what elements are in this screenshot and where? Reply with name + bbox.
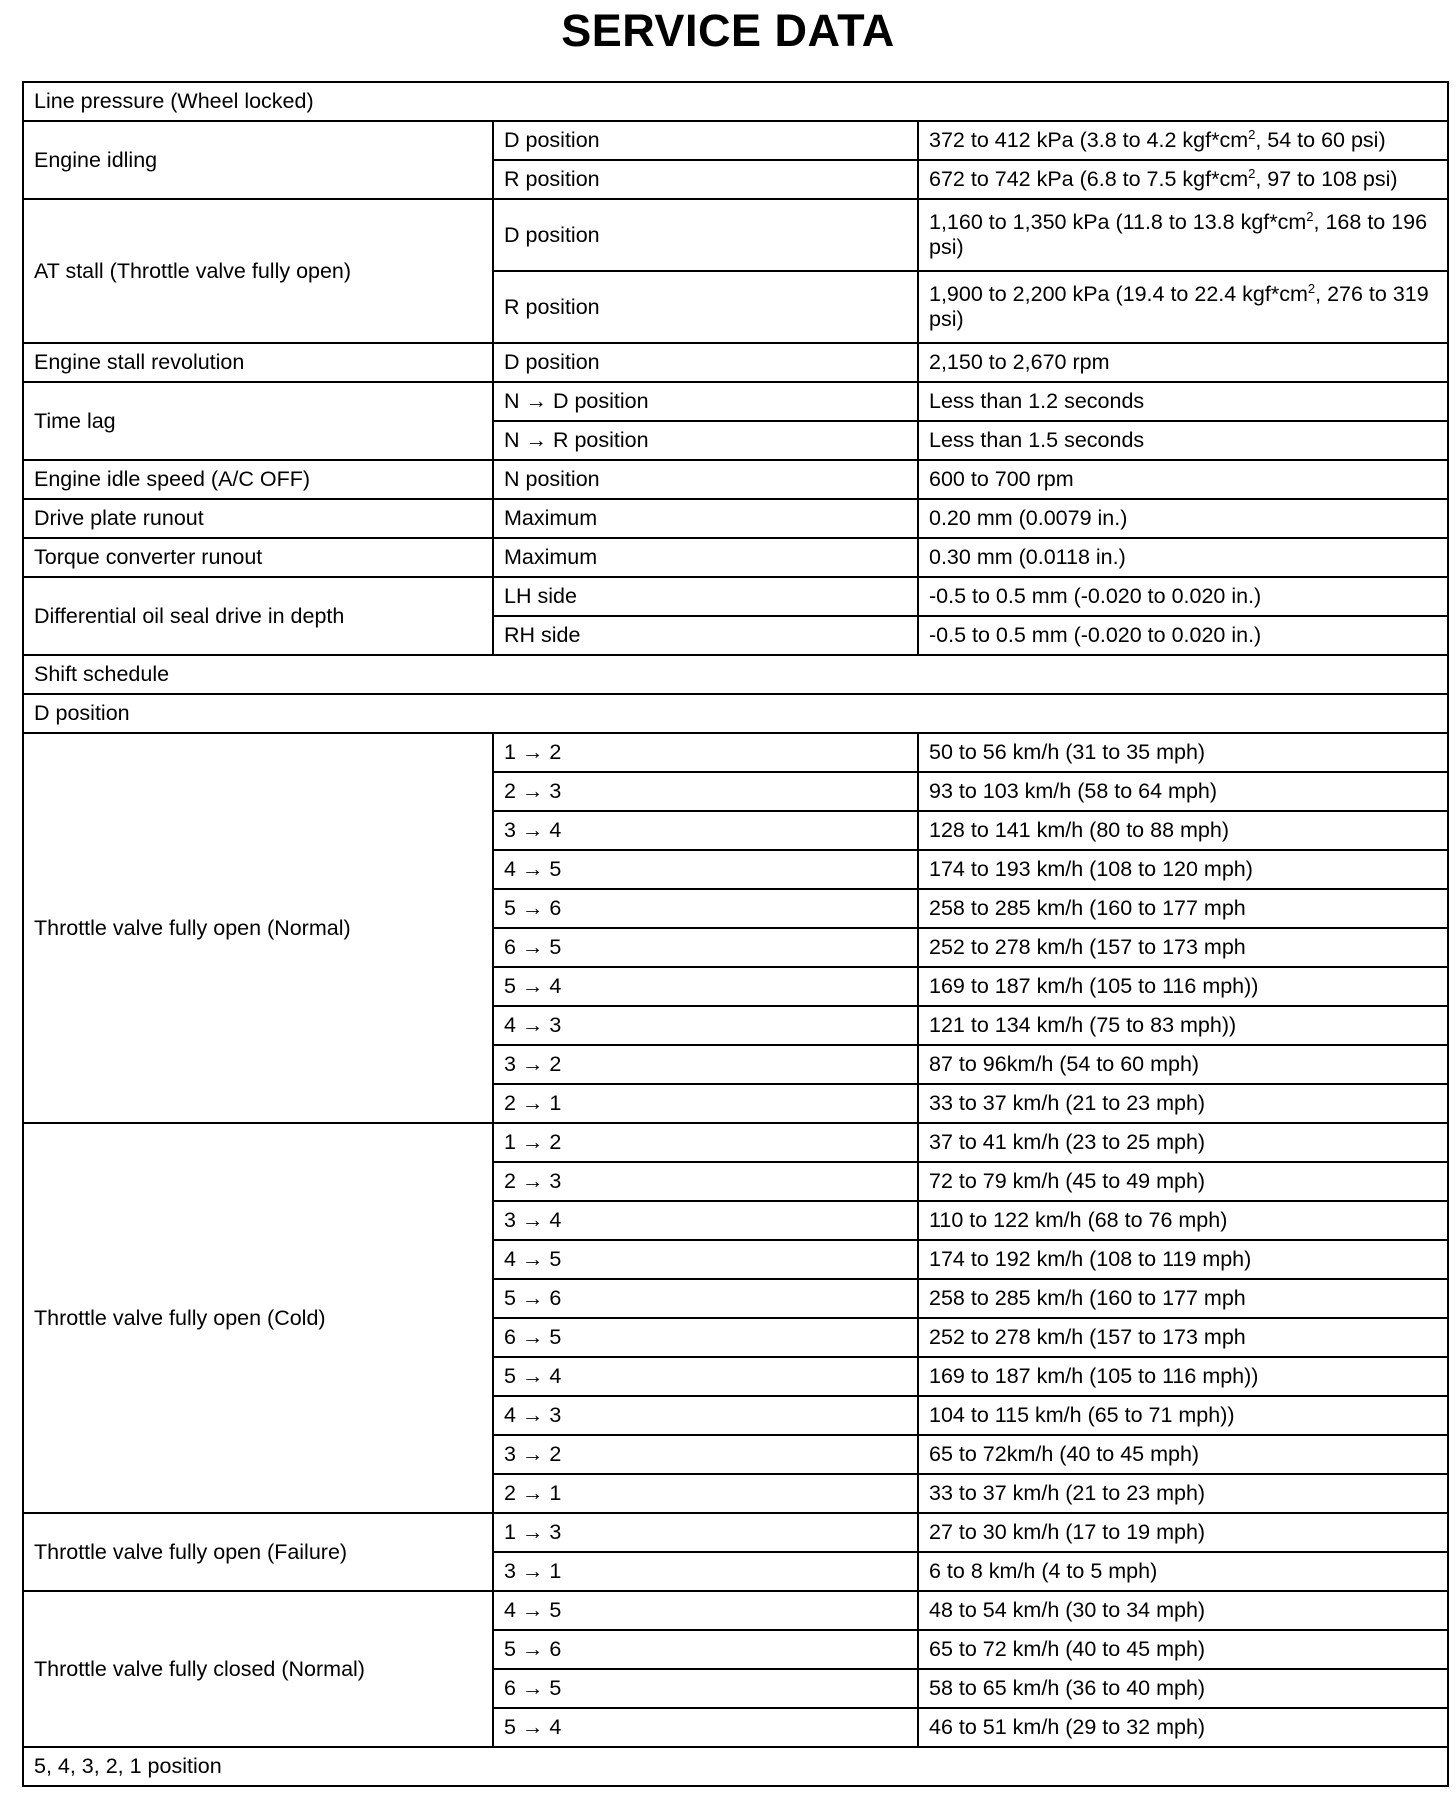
table-cell: Time lag xyxy=(23,382,493,460)
table-cell: 72 to 79 km/h (45 to 49 mph) xyxy=(918,1162,1448,1201)
table-cell: RH side xyxy=(493,616,918,655)
table-cell: 4 → 5 xyxy=(493,1240,918,1279)
table-cell: 2 → 3 xyxy=(493,772,918,811)
table-cell: AT stall (Throttle valve fully open) xyxy=(23,199,493,343)
table-cell: 4 → 3 xyxy=(493,1006,918,1045)
table-cell: Less than 1.5 seconds xyxy=(918,421,1448,460)
table-cell: 2,150 to 2,670 rpm xyxy=(918,343,1448,382)
table-cell: 1 → 2 xyxy=(493,733,918,772)
table-row xyxy=(23,121,1448,160)
table-cell: 2 → 1 xyxy=(493,1084,918,1123)
table-cell: 2 → 1 xyxy=(493,1474,918,1513)
table-row xyxy=(23,733,1448,772)
table-row xyxy=(23,694,1448,733)
table-cell: D position xyxy=(493,199,918,271)
table-cell: 27 to 30 km/h (17 to 19 mph) xyxy=(918,1513,1448,1552)
table-cell: Engine idling xyxy=(23,121,493,199)
table-row xyxy=(23,460,1448,499)
table-row xyxy=(23,1591,1448,1630)
page-title: SERVICE DATA xyxy=(561,5,895,56)
table-cell: 3 → 2 xyxy=(493,1435,918,1474)
table-cell: 1 → 3 xyxy=(493,1513,918,1552)
table-row xyxy=(23,655,1448,694)
table-cell: 258 to 285 km/h (160 to 177 mph xyxy=(918,1279,1448,1318)
table-cell: 5, 4, 3, 2, 1 position xyxy=(23,1747,1448,1786)
table-cell: 5 → 6 xyxy=(493,1279,918,1318)
table-cell: Maximum xyxy=(493,538,918,577)
table-cell: 600 to 700 rpm xyxy=(918,460,1448,499)
table-cell: 5 → 4 xyxy=(493,967,918,1006)
table-row xyxy=(23,343,1448,382)
table-cell: 1,160 to 1,350 kPa (11.8 to 13.8 $kgf*cm^2$, 168 to 196 psi) xyxy=(918,199,1448,271)
table-cell: Line pressure (Wheel locked) xyxy=(23,82,1448,121)
table-cell: 48 to 54 km/h (30 to 34 mph) xyxy=(918,1591,1448,1630)
service-data-table-body xyxy=(23,82,1448,1786)
table-cell: Less than 1.2 seconds xyxy=(918,382,1448,421)
table-cell: 0.20 mm (0.0079 in.) xyxy=(918,499,1448,538)
table-cell: D position xyxy=(23,694,1448,733)
table-cell: 65 to 72km/h (40 to 45 mph) xyxy=(918,1435,1448,1474)
table-cell: 121 to 134 km/h (75 to 83 mph)) xyxy=(918,1006,1448,1045)
table-cell: 128 to 141 km/h (80 to 88 mph) xyxy=(918,811,1448,850)
table-cell: -0.5 to 0.5 mm (-0.020 to 0.020 in.) xyxy=(918,577,1448,616)
table-cell: 87 to 96km/h (54 to 60 mph) xyxy=(918,1045,1448,1084)
table-cell: 6 to 8 km/h (4 to 5 mph) xyxy=(918,1552,1448,1591)
table-cell: 6 → 5 xyxy=(493,1669,918,1708)
table-cell: 169 to 187 km/h (105 to 116 mph)) xyxy=(918,967,1448,1006)
table-cell: 33 to 37 km/h (21 to 23 mph) xyxy=(918,1084,1448,1123)
table-cell: D position xyxy=(493,343,918,382)
table-cell: 3 → 1 xyxy=(493,1552,918,1591)
table-row xyxy=(23,1123,1448,1162)
table-cell: Torque converter runout xyxy=(23,538,493,577)
table-cell: Throttle valve fully closed (Normal) xyxy=(23,1591,493,1747)
table-cell: 50 to 56 km/h (31 to 35 mph) xyxy=(918,733,1448,772)
table-cell: Throttle valve fully open (Cold) xyxy=(23,1123,493,1513)
table-cell: Maximum xyxy=(493,499,918,538)
table-cell: 6 → 5 xyxy=(493,928,918,967)
table-cell: 0.30 mm (0.0118 in.) xyxy=(918,538,1448,577)
table-cell: Differential oil seal drive in depth xyxy=(23,577,493,655)
table-cell: 65 to 72 km/h (40 to 45 mph) xyxy=(918,1630,1448,1669)
table-cell: 4 → 3 xyxy=(493,1396,918,1435)
table-cell: 3 → 4 xyxy=(493,811,918,850)
service-data-table xyxy=(22,81,1449,1787)
table-cell: N position xyxy=(493,460,918,499)
table-cell: Shift schedule xyxy=(23,655,1448,694)
table-cell: Drive plate runout xyxy=(23,499,493,538)
table-cell: R position xyxy=(493,160,918,199)
table-row xyxy=(23,382,1448,421)
table-cell: 5 → 4 xyxy=(493,1708,918,1747)
table-cell: Engine idle speed (A/C OFF) xyxy=(23,460,493,499)
table-cell: 110 to 122 km/h (68 to 76 mph) xyxy=(918,1201,1448,1240)
table-cell: 2 → 3 xyxy=(493,1162,918,1201)
table-cell: 37 to 41 km/h (23 to 25 mph) xyxy=(918,1123,1448,1162)
table-cell: Throttle valve fully open (Normal) xyxy=(23,733,493,1123)
table-cell: Throttle valve fully open (Failure) xyxy=(23,1513,493,1591)
table-cell: 33 to 37 km/h (21 to 23 mph) xyxy=(918,1474,1448,1513)
table-cell: 258 to 285 km/h (160 to 177 mph xyxy=(918,889,1448,928)
table-cell: 5 → 6 xyxy=(493,889,918,928)
table-cell: 1 → 2 xyxy=(493,1123,918,1162)
table-cell: -0.5 to 0.5 mm (-0.020 to 0.020 in.) xyxy=(918,616,1448,655)
table-row xyxy=(23,1747,1448,1786)
table-row xyxy=(23,499,1448,538)
table-cell: N → R position xyxy=(493,421,918,460)
table-cell: LH side xyxy=(493,577,918,616)
table-cell: 174 to 193 km/h (108 to 120 mph) xyxy=(918,850,1448,889)
table-cell: R position xyxy=(493,271,918,343)
table-cell: 5 → 4 xyxy=(493,1357,918,1396)
table-cell: 5 → 6 xyxy=(493,1630,918,1669)
table-cell: 3 → 4 xyxy=(493,1201,918,1240)
table-cell: 6 → 5 xyxy=(493,1318,918,1357)
table-cell: 372 to 412 kPa (3.8 to 4.2 $kgf*cm^2$, 54 to 60 psi) xyxy=(918,121,1448,160)
table-cell: 672 to 742 kPa (6.8 to 7.5 $kgf*cm^2$, 97 to 108 psi) xyxy=(918,160,1448,199)
table-cell: D position xyxy=(493,121,918,160)
table-row xyxy=(23,577,1448,616)
table-cell: 104 to 115 km/h (65 to 71 mph)) xyxy=(918,1396,1448,1435)
table-cell: 46 to 51 km/h (29 to 32 mph) xyxy=(918,1708,1448,1747)
table-cell: 174 to 192 km/h (108 to 119 mph) xyxy=(918,1240,1448,1279)
table-cell: 3 → 2 xyxy=(493,1045,918,1084)
table-cell: 4 → 5 xyxy=(493,850,918,889)
table-row xyxy=(23,1513,1448,1552)
table-cell: 252 to 278 km/h (157 to 173 mph xyxy=(918,928,1448,967)
table-cell: 58 to 65 km/h (36 to 40 mph) xyxy=(918,1669,1448,1708)
table-row xyxy=(23,538,1448,577)
table-cell: 4 → 5 xyxy=(493,1591,918,1630)
table-cell: 169 to 187 km/h (105 to 116 mph)) xyxy=(918,1357,1448,1396)
table-cell: Engine stall revolution xyxy=(23,343,493,382)
table-cell: 252 to 278 km/h (157 to 173 mph xyxy=(918,1318,1448,1357)
table-row xyxy=(23,82,1448,121)
table-cell: N → D position xyxy=(493,382,918,421)
table-cell: 93 to 103 km/h (58 to 64 mph) xyxy=(918,772,1448,811)
table-row xyxy=(23,199,1448,271)
table-cell: 1,900 to 2,200 kPa (19.4 to 22.4 $kgf*cm^2$, 276 to 319 psi) xyxy=(918,271,1448,343)
